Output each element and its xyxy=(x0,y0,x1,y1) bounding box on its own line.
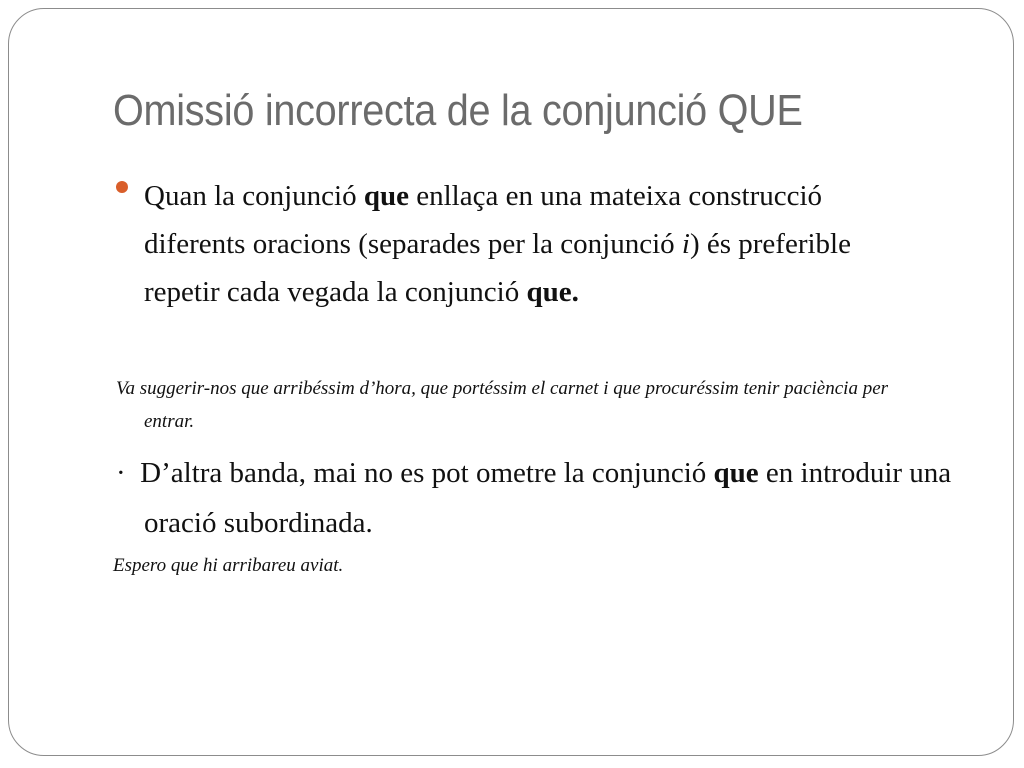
bullet1-bold-que-end: que. xyxy=(526,276,579,308)
paragraph2-bold-que: que xyxy=(713,457,759,489)
paragraph-2 xyxy=(116,448,964,548)
paragraph2-marker: · xyxy=(116,457,126,489)
slide-title: Omissió incorrecta de la conjunció QUE xyxy=(113,86,803,135)
bullet1-text-3: ) és preferible repetir cada vegada la conjunció xyxy=(144,228,851,308)
bullet-dot-icon xyxy=(116,181,128,193)
bullet1-text-1: Quan la conjunció xyxy=(144,180,364,212)
example-sentence-2: Espero que hi arribareu aviat. xyxy=(113,555,344,576)
bullet1-italic-i: i xyxy=(681,228,690,260)
bullet1-bold-que: que xyxy=(363,180,409,212)
bullet-paragraph-1 xyxy=(144,172,864,316)
bullet1-text-2: enllaça en una mateixa construcció diferents oracions (separades per la conjunció xyxy=(144,180,823,260)
paragraph2-text-1: D’altra banda, mai no es pot ometre la conjunció xyxy=(125,457,714,489)
example-sentence-1: Va suggerir-nos que arribéssim d’hora, que portéssim el carnet i que procuréssim tenir paciència per entrar. xyxy=(116,378,889,432)
paragraph2-text-2: en introduir una oració subordinada. xyxy=(144,457,952,539)
